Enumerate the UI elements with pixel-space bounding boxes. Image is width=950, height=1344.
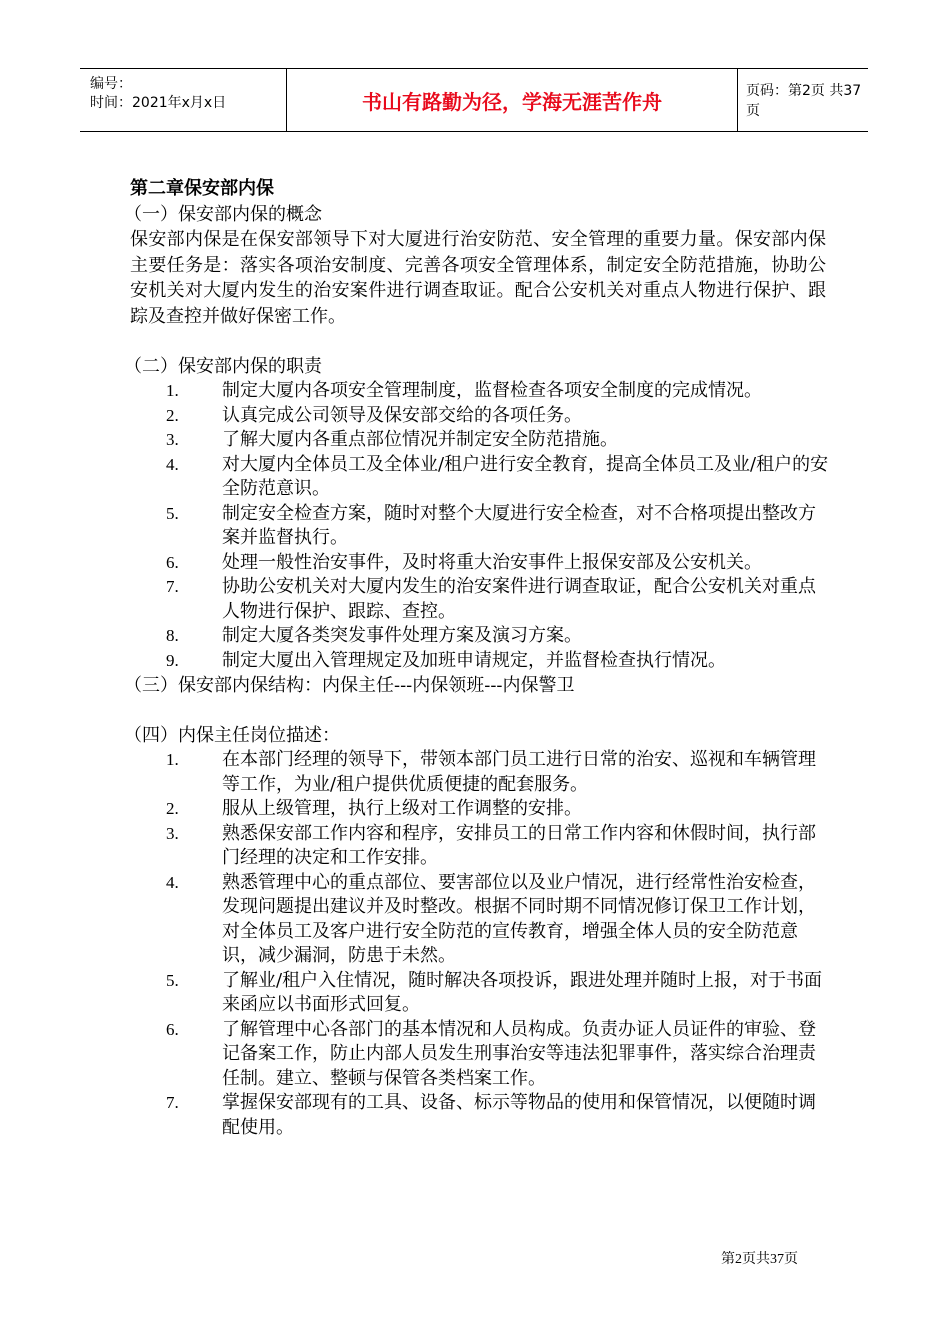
list-item-number: 6. [166, 1019, 179, 1039]
list-item-text: 了解大厦内各重点部位情况并制定安全防范措施。 [222, 429, 618, 450]
list-item [130, 649, 832, 674]
header-meta [80, 69, 286, 131]
chapter-title: 第二章保安部内保 [130, 178, 274, 199]
number-label: 编号： [90, 76, 132, 92]
list-item [130, 624, 832, 649]
list-item [130, 502, 832, 551]
list-item-number: 4. [166, 454, 179, 474]
list-item-text: 掌握保安部现有的工具、设备、标示等物品的使用和保管情况，以便随时调配使用。 [222, 1092, 816, 1138]
section-3-title: （三）保安部内保结构：内保主任---内保领班---内保警卫 [124, 675, 575, 696]
list-item-text: 制定安全检查方案，随时对整个大厦进行安全检查，对不合格项提出整改方案并监督执行。 [222, 502, 816, 548]
section-1-title: （一）保安部内保的概念 [124, 204, 322, 225]
section-2-title: （二）保安部内保的职责 [124, 356, 322, 377]
list-item [130, 797, 832, 822]
list-item-number: 6. [166, 552, 179, 572]
list-item-text: 了解业/租户入住情况，随时解决各项投诉，跟进处理并随时上报，对于书面来函应以书面形式回复。 [222, 969, 823, 1015]
section-4-title: （四）内保主任岗位描述： [124, 725, 340, 746]
list-item-text: 处理一般性治安事件，及时将重大治安事件上报保安部及公安机关。 [222, 551, 762, 573]
list-item-number: 7. [166, 577, 179, 596]
page-header [80, 68, 868, 132]
list-item-text: 制定大厦各类突发事件处理方案及演习方案。 [222, 625, 582, 646]
list-item-text: 对大厦内全体员工及全体业/租户进行安全教育，提高全体员工及业/租户的安全防范意识。 [222, 453, 829, 499]
list-item-number: 5. [166, 503, 179, 523]
list-item-number: 8. [166, 626, 179, 645]
list-item-number: 5. [166, 970, 179, 990]
list-item-text: 服从上级管理，执行上级对工作调整的安排。 [222, 798, 582, 819]
list-item [130, 871, 832, 969]
list-item-number: 3. [166, 823, 179, 843]
list-item-text: 制定大厦出入管理规定及加班申请规定，并监督检查执行情况。 [222, 649, 726, 671]
list-item [130, 453, 832, 502]
header-motto: 书山有路勤为径，学海无涯苦作舟 [286, 69, 738, 131]
date-label: 时间：2021年x月x日 [90, 95, 227, 111]
list-item-text: 熟悉管理中心的重点部位、要害部位以及业户情况，进行经常性治安检查，发现问题提出建议并及时整改。根据不同时期不同情况修订保卫工作计划，对全体员工及客户进行安全防范的宣传教育，增强全体人员的安全防范意识，减少漏洞，防患于未然。 [222, 871, 816, 966]
list-item [130, 575, 832, 624]
list-item-text: 了解管理中心各部门的基本情况和人员构成。负责办证人员证件的审验、登记备案工作，防止内部人员发生刑事治安等违法犯罪事件，落实综合治理责任制。建立、整顿与保管各类档案工作。 [222, 1018, 816, 1089]
page-footer: 第2页共37页 [721, 1252, 798, 1267]
list-item [130, 379, 832, 404]
list-item [130, 551, 832, 576]
section-2-list [130, 379, 830, 673]
list-item-number: 7. [166, 1093, 179, 1112]
list-item-text: 认真完成公司领导及保安部交给的各项任务。 [222, 404, 582, 426]
document-body [124, 176, 830, 1140]
header-page-info: 页码：第2页 共37页 [746, 83, 862, 119]
list-item-text: 制定大厦内各项安全管理制度，监督检查各项安全制度的完成情况。 [222, 380, 762, 401]
section-1-text: 保安部内保是在保安部领导下对大厦进行治安防范、安全管理的重要力量。保安部内保主要任务是：落实各项治安制度、完善各项安全管理体系，制定安全防范措施，协助公安机关对大厦内发生的治安案件进行调查取证。配合公安机关对重点人物进行保护、跟踪及查控并做好保密工作。 [130, 229, 826, 327]
list-item [130, 1018, 832, 1092]
list-item-text: 协助公安机关对大厦内发生的治安案件进行调查取证，配合公安机关对重点人物进行保护、跟踪、查控。 [222, 576, 816, 622]
list-item [130, 428, 832, 453]
list-item-number: 2. [166, 799, 179, 818]
spacer [130, 329, 830, 354]
list-item [130, 822, 832, 871]
list-item-number: 4. [166, 872, 179, 892]
section-4-list [130, 748, 830, 1140]
list-item-number: 1. [166, 381, 179, 400]
list-item-number: 2. [166, 405, 179, 425]
list-item [130, 969, 832, 1018]
spacer [130, 698, 830, 723]
list-item [130, 404, 832, 429]
list-item-number: 1. [166, 750, 179, 769]
list-item-text: 在本部门经理的领导下，带领本部门员工进行日常的治安、巡视和车辆管理等工作，为业/租户提供优质便捷的配套服务。 [222, 749, 816, 795]
list-item [130, 748, 832, 797]
list-item-number: 9. [166, 650, 179, 670]
list-item-number: 3. [166, 430, 179, 449]
list-item-text: 熟悉保安部工作内容和程序，安排员工的日常工作内容和休假时间，执行部门经理的决定和工作安排。 [222, 822, 816, 868]
list-item [130, 1091, 832, 1140]
